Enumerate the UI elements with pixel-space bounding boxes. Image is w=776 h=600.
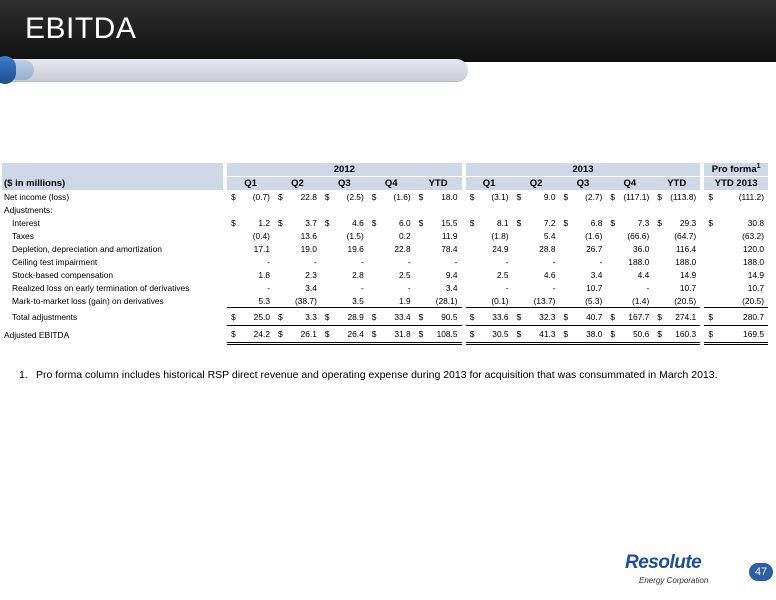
currency-symbol: $ xyxy=(469,311,475,322)
cell-value: - xyxy=(360,256,364,267)
cell-value: 25.0 xyxy=(253,311,270,322)
table-row xyxy=(2,281,768,294)
currency-symbol: $ xyxy=(657,191,662,202)
pro-forma-label: Pro forma xyxy=(711,164,757,176)
currency-symbol: $ xyxy=(469,217,475,228)
cell-value: (63.2) xyxy=(742,230,764,241)
currency-symbol: $ xyxy=(277,191,283,202)
column-header: YTD xyxy=(653,177,700,191)
cell-value: - xyxy=(407,282,411,293)
currency-symbol xyxy=(274,268,283,281)
currency-symbol xyxy=(513,294,522,308)
currency-symbol xyxy=(415,229,424,242)
currency-symbol: $ xyxy=(708,311,713,322)
resolute-logo xyxy=(625,552,731,592)
cell-value: (1.6) xyxy=(585,230,603,241)
cell-value: - xyxy=(407,256,411,267)
currency-symbol: $ xyxy=(466,326,475,344)
cell-value: 13.6 xyxy=(300,230,317,241)
table-row xyxy=(2,268,768,281)
cell-value: (1.5) xyxy=(346,230,364,241)
currency-symbol xyxy=(513,268,522,281)
currency-symbol: $ xyxy=(653,326,662,344)
cell-value: 188.0 xyxy=(628,256,650,267)
cell-value: - xyxy=(552,256,556,267)
cell-value: 14.9 xyxy=(679,269,697,280)
footnote-text: Pro forma column includes historical RSP direct revenue and operating expense during 2013 for acquisition that was consummated in March 2013. xyxy=(36,369,718,381)
cell-value: 280.7 xyxy=(743,311,764,322)
currency-symbol xyxy=(704,229,713,242)
cell-value: 15.5 xyxy=(441,217,458,228)
currency-symbol: $ xyxy=(371,311,377,322)
currency-symbol xyxy=(606,294,615,308)
table-row xyxy=(2,190,768,203)
currency-symbol xyxy=(227,294,236,308)
table-row xyxy=(2,326,768,344)
cell-value: - xyxy=(454,256,458,267)
cell-value: 26.4 xyxy=(330,326,368,344)
currency-symbol: $ xyxy=(415,326,424,344)
currency-symbol xyxy=(466,255,475,268)
currency-symbol xyxy=(559,268,568,281)
currency-symbol xyxy=(606,242,615,255)
column-header: Q4 xyxy=(606,177,653,191)
year-2013-header: 2013 xyxy=(466,163,700,177)
currency-symbol xyxy=(227,242,236,255)
row-label: Depletion, depreciation and amortization xyxy=(12,243,162,254)
cell-value: 4.6 xyxy=(543,269,556,280)
cell-value: (2.7) xyxy=(585,191,603,202)
currency-symbol: $ xyxy=(418,217,424,228)
currency-symbol xyxy=(513,281,522,294)
cell-value: 28.8 xyxy=(539,243,556,254)
currency-symbol: $ xyxy=(324,217,330,228)
currency-symbol xyxy=(227,255,236,268)
cell-value: 90.5 xyxy=(441,311,458,322)
cell-value: (1.8) xyxy=(491,230,509,241)
cell-value: (1.4) xyxy=(616,294,654,308)
cell-value: 2.5 xyxy=(496,269,509,280)
cell-value: 3.4 xyxy=(305,282,317,293)
column-header: Q1 xyxy=(227,177,274,191)
row-label: Taxes xyxy=(12,230,34,241)
column-header: Q1 xyxy=(466,177,513,191)
table-row xyxy=(2,203,768,216)
currency-symbol: $ xyxy=(516,311,522,322)
cell-value: (3.1) xyxy=(491,191,509,202)
cell-value: - xyxy=(552,282,556,293)
table-row xyxy=(2,242,768,255)
row-label: Stock-based compensation xyxy=(12,269,114,280)
currency-symbol xyxy=(274,255,283,268)
cell-value: 1.9 xyxy=(377,294,415,308)
cell-value: 17.1 xyxy=(253,243,270,254)
cell-value: 188.0 xyxy=(743,256,764,267)
currency-symbol xyxy=(513,255,522,268)
cell-value: (20.5) xyxy=(663,294,701,308)
cell-value: 19.0 xyxy=(300,243,317,254)
currency-symbol: $ xyxy=(324,311,330,322)
cell-value: 3.3 xyxy=(305,311,317,322)
cell-value: 8.1 xyxy=(496,217,509,228)
cell-value: (117.1) xyxy=(623,191,650,202)
currency-symbol xyxy=(653,229,662,242)
cell-value: (28.1) xyxy=(424,294,462,308)
currency-symbol xyxy=(274,229,283,242)
currency-symbol: $ xyxy=(563,217,569,228)
cell-value: 33.4 xyxy=(394,311,411,322)
currency-symbol: $ xyxy=(657,217,662,228)
currency-symbol: $ xyxy=(274,326,283,344)
currency-symbol xyxy=(653,294,662,308)
currency-symbol: $ xyxy=(704,326,713,344)
currency-symbol xyxy=(415,242,424,255)
table-row xyxy=(2,216,768,229)
row-label: Realized loss on early termination of derivatives xyxy=(12,282,190,293)
currency-symbol xyxy=(415,255,424,268)
currency-symbol xyxy=(274,294,283,308)
cell-value: (13.7) xyxy=(522,294,560,308)
cell-value: (0.7) xyxy=(252,191,270,202)
cell-value: 36.0 xyxy=(632,243,650,254)
group-header-row xyxy=(2,163,768,177)
cell-value: 11.9 xyxy=(441,230,458,241)
currency-symbol xyxy=(274,281,283,294)
column-header: Q3 xyxy=(321,177,368,191)
currency-symbol: $ xyxy=(516,217,522,228)
currency-symbol: $ xyxy=(418,191,424,202)
cell-value: 31.8 xyxy=(377,326,415,344)
currency-symbol xyxy=(368,229,377,242)
column-header: YTD xyxy=(415,177,462,191)
cell-value: 41.3 xyxy=(522,326,560,344)
currency-symbol xyxy=(559,281,568,294)
cell-value: - xyxy=(599,256,603,267)
cell-value: (0.4) xyxy=(252,230,270,241)
currency-symbol xyxy=(321,281,330,294)
row-label: Net income (loss) xyxy=(4,191,70,202)
cell-value: - xyxy=(314,256,317,267)
currency-symbol xyxy=(466,242,475,255)
cell-value: 10.7 xyxy=(747,282,764,293)
currency-symbol xyxy=(559,229,568,242)
cell-value: 9.0 xyxy=(543,191,556,202)
cell-value: 3.4 xyxy=(445,282,458,293)
column-header-row xyxy=(2,177,768,191)
cell-value: 9.4 xyxy=(445,269,458,280)
currency-symbol xyxy=(559,242,568,255)
cell-value: 4.4 xyxy=(637,269,650,280)
cell-value: 5.4 xyxy=(543,230,556,241)
table-row xyxy=(2,308,768,326)
cell-value: 10.7 xyxy=(586,282,603,293)
ebitda-table xyxy=(2,163,768,345)
currency-symbol: $ xyxy=(610,191,616,202)
cell-value: 3.7 xyxy=(305,217,317,228)
cell-value: 78.4 xyxy=(441,243,458,254)
cell-value: 1.8 xyxy=(258,269,270,280)
currency-symbol xyxy=(653,268,662,281)
currency-symbol: $ xyxy=(469,191,475,202)
currency-symbol: $ xyxy=(277,217,283,228)
currency-symbol xyxy=(513,242,522,255)
currency-symbol xyxy=(704,255,713,268)
cell-value: - xyxy=(646,282,650,293)
currency-symbol: $ xyxy=(708,191,713,202)
cell-value: 18.0 xyxy=(441,191,458,202)
currency-symbol: $ xyxy=(418,311,424,322)
currency-symbol xyxy=(606,255,615,268)
column-header: Q2 xyxy=(513,177,560,191)
row-label: Ceiling test impairment xyxy=(12,256,98,267)
currency-symbol xyxy=(704,268,713,281)
currency-symbol: $ xyxy=(231,311,236,322)
column-header: Q2 xyxy=(274,177,321,191)
cell-value: 167.7 xyxy=(628,311,650,322)
currency-symbol xyxy=(368,242,377,255)
cell-value: 2.8 xyxy=(352,269,364,280)
currency-symbol: $ xyxy=(227,326,236,344)
currency-symbol: $ xyxy=(563,311,569,322)
header-accent-blue xyxy=(0,56,16,84)
cell-value: - xyxy=(505,256,509,267)
cell-value: 2.3 xyxy=(305,269,317,280)
currency-symbol: $ xyxy=(231,217,236,228)
cell-value: 38.0 xyxy=(569,326,607,344)
currency-symbol: $ xyxy=(371,217,377,228)
cell-value: 24.2 xyxy=(236,326,274,344)
currency-symbol xyxy=(704,281,713,294)
page-number: 47 xyxy=(749,563,773,581)
cell-value: (111.2) xyxy=(738,191,764,202)
table-row xyxy=(2,229,768,242)
cell-value: 30.5 xyxy=(475,326,513,344)
cell-value: - xyxy=(360,282,364,293)
currency-symbol xyxy=(704,242,713,255)
cell-value: 7.3 xyxy=(637,217,650,228)
cell-value: (113.8) xyxy=(670,191,697,202)
cell-value: 5.3 xyxy=(236,294,274,308)
currency-symbol: $ xyxy=(277,311,283,322)
column-header: Q3 xyxy=(559,177,606,191)
header-label-spacer xyxy=(2,163,223,177)
cell-value: 2.5 xyxy=(399,269,411,280)
cell-value: 22.8 xyxy=(394,243,411,254)
currency-symbol xyxy=(415,268,424,281)
currency-symbol xyxy=(415,294,424,308)
currency-symbol xyxy=(368,281,377,294)
column-header: Q4 xyxy=(368,177,415,191)
currency-symbol xyxy=(559,255,568,268)
year-2012-header: 2012 xyxy=(227,163,461,177)
cell-value: - xyxy=(267,256,270,267)
cell-value: 10.7 xyxy=(679,282,697,293)
cell-value: 22.8 xyxy=(300,191,317,202)
currency-symbol: $ xyxy=(324,191,330,202)
currency-symbol xyxy=(466,229,475,242)
currency-symbol xyxy=(227,268,236,281)
cell-value: 7.2 xyxy=(543,217,556,228)
pro-forma-footnote-ref: 1 xyxy=(756,163,761,171)
cell-value: (38.7) xyxy=(283,294,321,308)
currency-symbol xyxy=(466,294,475,308)
column-header: YTD 2013 xyxy=(704,177,768,191)
cell-value: (5.3) xyxy=(569,294,607,308)
currency-symbol xyxy=(321,229,330,242)
currency-symbol xyxy=(653,242,662,255)
cell-value: (2.5) xyxy=(346,191,364,202)
title-bar xyxy=(0,0,776,62)
currency-symbol xyxy=(606,229,615,242)
currency-symbol: $ xyxy=(606,326,615,344)
currency-symbol xyxy=(321,255,330,268)
currency-symbol xyxy=(704,294,713,308)
cell-value: - xyxy=(267,282,270,293)
currency-symbol xyxy=(466,281,475,294)
currency-symbol xyxy=(368,268,377,281)
header-accent-bar xyxy=(0,59,468,82)
row-label: Interest xyxy=(12,217,40,228)
cell-value: 14.9 xyxy=(747,269,764,280)
currency-symbol xyxy=(559,294,568,308)
cell-value: 40.7 xyxy=(586,311,603,322)
cell-value: 30.8 xyxy=(747,217,764,228)
currency-symbol xyxy=(321,294,330,308)
cell-value: (1.6) xyxy=(393,191,411,202)
currency-symbol: $ xyxy=(371,191,377,202)
cell-value: 1.2 xyxy=(258,217,270,228)
footnote-number: 1. xyxy=(19,369,28,381)
cell-value: 108.5 xyxy=(424,326,462,344)
cell-value: 26.7 xyxy=(586,243,603,254)
currency-symbol: $ xyxy=(321,326,330,344)
currency-symbol xyxy=(606,281,615,294)
currency-symbol xyxy=(415,281,424,294)
cell-value: 26.1 xyxy=(283,326,321,344)
table-row xyxy=(2,255,768,268)
row-label: Total adjustments xyxy=(12,311,78,322)
cell-value: 274.1 xyxy=(675,311,697,322)
table-row xyxy=(2,294,768,308)
cell-value: 19.6 xyxy=(347,243,364,254)
cell-value: 116.4 xyxy=(675,243,697,254)
cell-value: 120.0 xyxy=(743,243,764,254)
pro-forma-header xyxy=(704,163,768,177)
cell-value: 3.5 xyxy=(330,294,368,308)
cell-value: 6.0 xyxy=(399,217,411,228)
logo-wordmark: Resolute xyxy=(625,552,702,573)
currency-symbol xyxy=(466,268,475,281)
cell-value: (0.1) xyxy=(475,294,513,308)
cell-value: 3.4 xyxy=(590,269,603,280)
page-title: EBITDA xyxy=(25,12,137,45)
currency-symbol: $ xyxy=(559,326,568,344)
row-label: Adjustments: xyxy=(4,204,53,215)
cell-value: 24.9 xyxy=(492,243,509,254)
cell-value: 188.0 xyxy=(675,256,697,267)
cell-value: (64.7) xyxy=(674,230,697,241)
cell-value: 4.6 xyxy=(352,217,364,228)
cell-value: (66.6) xyxy=(627,230,650,241)
cell-value: (20.5) xyxy=(714,294,768,308)
cell-value: 0.2 xyxy=(399,230,411,241)
currency-symbol xyxy=(227,281,236,294)
cell-value: 6.8 xyxy=(590,217,603,228)
currency-symbol: $ xyxy=(513,326,522,344)
currency-symbol: $ xyxy=(368,326,377,344)
currency-symbol xyxy=(321,242,330,255)
currency-symbol: $ xyxy=(516,191,522,202)
cell-value: 169.5 xyxy=(714,326,768,344)
logo-tagline: Energy Corporation xyxy=(639,576,709,585)
currency-symbol xyxy=(368,294,377,308)
cell-value: 50.6 xyxy=(616,326,654,344)
cell-value: - xyxy=(505,282,509,293)
currency-symbol xyxy=(606,268,615,281)
cell-value: 33.6 xyxy=(492,311,509,322)
currency-symbol: $ xyxy=(610,311,616,322)
cell-value: 29.3 xyxy=(679,217,697,228)
currency-symbol: $ xyxy=(610,217,616,228)
cell-value: 160.3 xyxy=(663,326,701,344)
currency-symbol: $ xyxy=(708,217,713,228)
currency-symbol: $ xyxy=(563,191,569,202)
currency-symbol: $ xyxy=(231,191,236,202)
cell-value: 32.3 xyxy=(539,311,556,322)
currency-symbol xyxy=(368,255,377,268)
row-label: Mark-to-market loss (gain) on derivatives xyxy=(12,295,164,306)
currency-symbol: $ xyxy=(657,311,662,322)
currency-symbol xyxy=(653,255,662,268)
currency-symbol xyxy=(227,229,236,242)
currency-symbol xyxy=(513,229,522,242)
currency-symbol xyxy=(274,242,283,255)
currency-symbol xyxy=(653,281,662,294)
cell-value: 28.9 xyxy=(347,311,364,322)
currency-symbol xyxy=(321,268,330,281)
units-label: ($ in millions) xyxy=(2,177,223,191)
row-label: Adjusted EBITDA xyxy=(4,329,70,340)
